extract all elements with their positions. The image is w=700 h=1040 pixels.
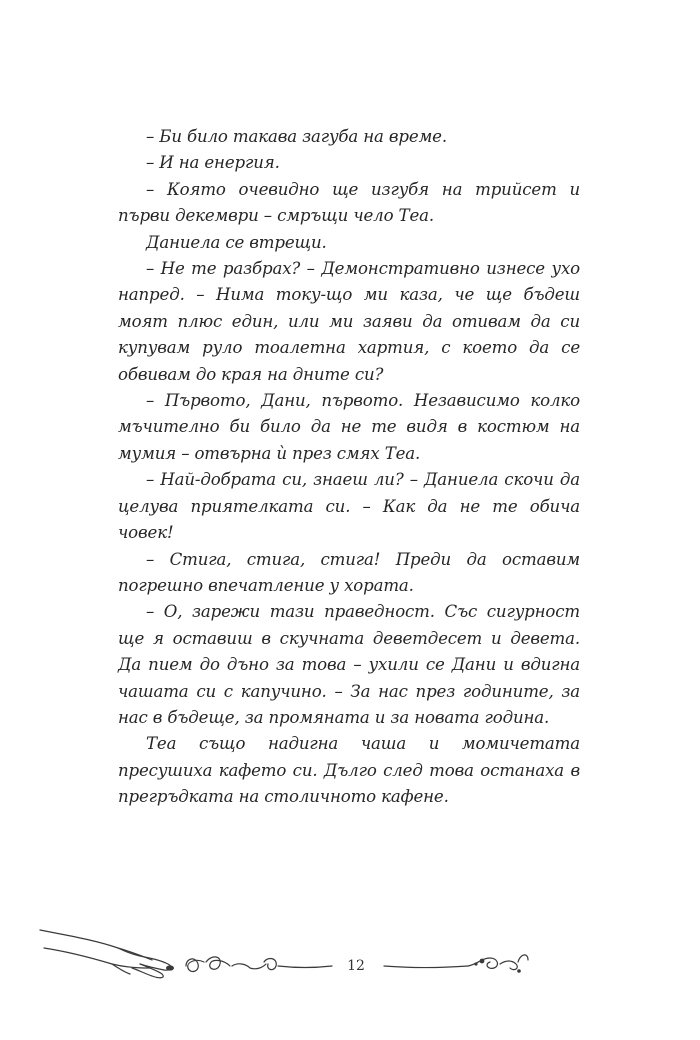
paragraph: – Най-добрата си, знаеш ли? – Даниела скочи да целува приятелката си. – Как да не те обича човек! bbox=[118, 470, 580, 543]
paragraph: – И на енергия. bbox=[146, 153, 280, 173]
paragraph: – О, зарежи тази праведност. Със сигурност ще я оставиш в скучната деветдесет и девета. Да пием до дъно за това – ухили се Дани и вдигна чашата си с капучино. – За нас през годините, за нас в бъдеще, за промяната и за новата година. bbox=[118, 602, 580, 727]
page-number: 12 bbox=[347, 958, 365, 974]
paragraph: – Стига, стига, стига! Преди да оставим погрешно впечатление у хората. bbox=[118, 549, 580, 595]
paragraph: Теа също надигна чаша и момичетата пресушиха кафето си. Дълго след това останаха в прегръдката на столичното кафене. bbox=[118, 734, 580, 807]
page-body-text bbox=[118, 124, 580, 811]
paragraph: – Която очевидно ще изгубя на трийсет и първи декември – смръщи чело Теа. bbox=[118, 179, 580, 226]
paragraph: Даниела се втрещи. bbox=[146, 232, 327, 252]
page-footer bbox=[0, 918, 700, 998]
paragraph: – Първото, Дани, първото. Независимо колко мъчително би било да не те видя в костюм на мумия – отвърна ѝ през смях Теа. bbox=[118, 391, 580, 463]
paragraph: – Би било такава загуба на време. bbox=[146, 127, 447, 146]
paragraph: – Не те разбрах? – Демонстративно изнесе ухо напред. – Нима току-що ми каза, че ще бъдеш моят плюс един, или ми заяви да отивам да си купувам руло тоалетна хартия, с което да се обвивам до края на дните си? bbox=[118, 259, 580, 384]
